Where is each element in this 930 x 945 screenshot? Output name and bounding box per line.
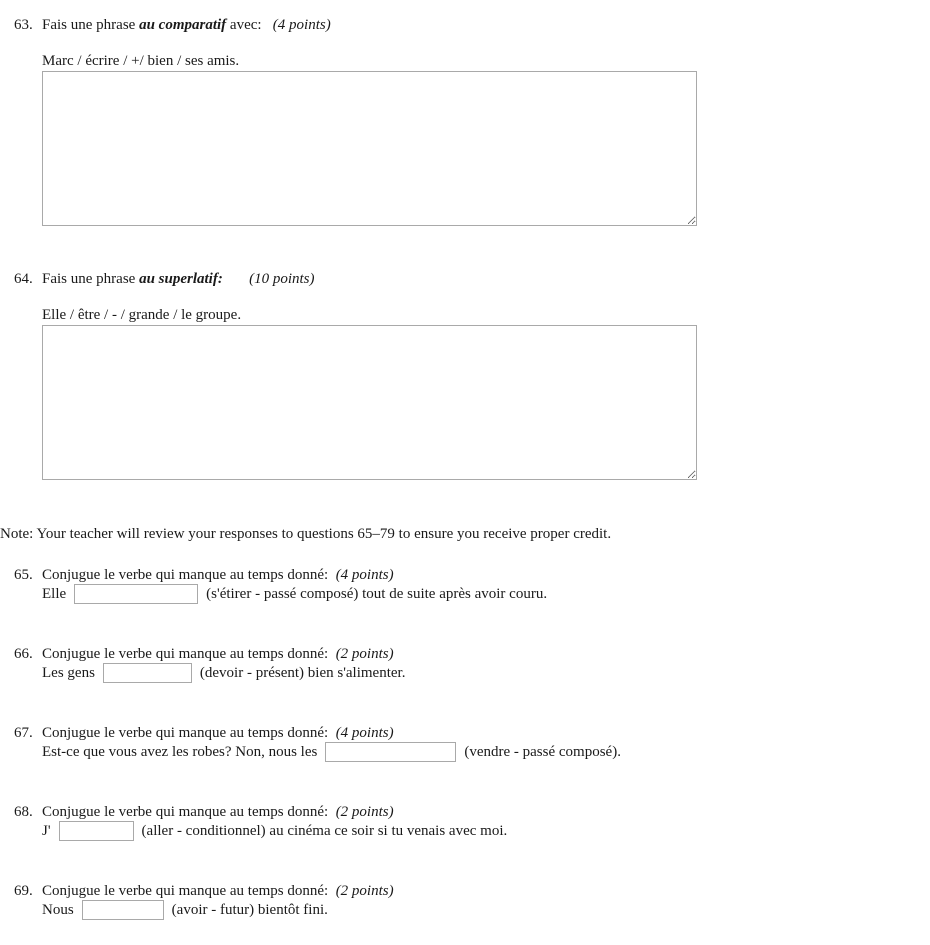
sentence-after: (vendre - passé composé). xyxy=(464,743,621,760)
points-label: (4 points) xyxy=(335,725,394,741)
verb-input-66[interactable] xyxy=(103,663,192,683)
sentence-after: (s'étirer - passé composé) tout de suite après avoir couru. xyxy=(206,585,548,602)
prompt-63: Marc / écrire / +/ bien / ses amis. xyxy=(42,53,240,69)
sentence-before: Elle xyxy=(42,585,67,602)
sentence-68 xyxy=(42,821,507,841)
sentence-before: Nous xyxy=(42,901,74,918)
answer-textarea-64[interactable] xyxy=(42,325,697,480)
sentence-before: J' xyxy=(42,822,51,839)
question-text: Fais une phrase au superlatif: (10 points) xyxy=(42,271,315,287)
points-label: (4 points) xyxy=(335,567,394,583)
verb-input-69[interactable] xyxy=(82,900,164,920)
question-text: Conjugue le verbe qui manque au temps donné: (2 points) xyxy=(42,646,394,662)
question-text: Conjugue le verbe qui manque au temps donné: (2 points) xyxy=(42,883,394,899)
sentence-before: Est-ce que vous avez les robes? Non, nous les xyxy=(42,743,318,760)
sentence-67 xyxy=(42,742,621,762)
teacher-review-note: Note: Your teacher will review your responses to questions 65–79 to ensure you receive proper credit. xyxy=(0,526,612,542)
question-text: Fais une phrase au comparatif avec: (4 points) xyxy=(42,17,331,33)
points-label: (10 points) xyxy=(249,271,315,287)
sentence-69 xyxy=(42,900,328,920)
question-number: 63. xyxy=(14,17,33,33)
points-label: (2 points) xyxy=(335,646,394,662)
sentence-before: Les gens xyxy=(42,664,95,681)
question-text: Conjugue le verbe qui manque au temps donné: (4 points) xyxy=(42,725,394,741)
points-label: (2 points) xyxy=(335,883,394,899)
verb-input-65[interactable] xyxy=(74,584,198,604)
verb-input-68[interactable] xyxy=(59,821,134,841)
prompt-64: Elle / être / - / grande / le groupe. xyxy=(42,307,242,323)
sentence-after: (avoir - futur) bientôt fini. xyxy=(171,901,328,918)
emphasis-text: au superlatif: xyxy=(139,271,223,287)
sentence-66 xyxy=(42,663,405,683)
question-number: 66. xyxy=(14,646,33,662)
answer-textarea-63[interactable] xyxy=(42,71,697,226)
question-text: Conjugue le verbe qui manque au temps donné: (2 points) xyxy=(42,804,394,820)
question-number: 68. xyxy=(14,804,33,820)
points-label: (4 points) xyxy=(272,17,331,33)
emphasis-text: au comparatif xyxy=(139,17,227,33)
sentence-65 xyxy=(42,584,547,604)
question-number: 64. xyxy=(14,271,33,287)
sentence-after: (aller - conditionnel) au cinéma ce soir si tu venais avec moi. xyxy=(141,822,508,839)
question-number: 65. xyxy=(14,567,33,583)
verb-input-67[interactable] xyxy=(325,742,456,762)
sentence-after: (devoir - présent) bien s'alimenter. xyxy=(199,664,406,681)
points-label: (2 points) xyxy=(335,804,394,820)
question-number: 69. xyxy=(14,883,33,899)
question-text: Conjugue le verbe qui manque au temps donné: (4 points) xyxy=(42,567,394,583)
question-number: 67. xyxy=(14,725,33,741)
